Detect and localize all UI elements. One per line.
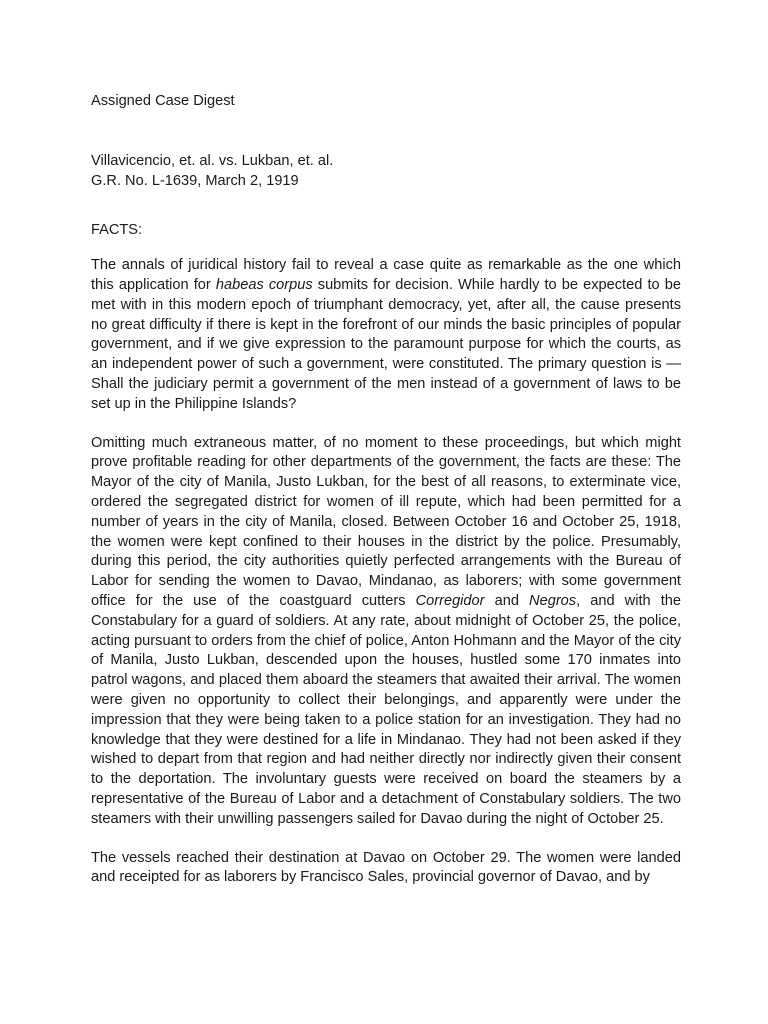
case-title: Villavicencio, et. al. vs. Lukban, et. al. <box>91 152 334 169</box>
paragraph-text: submits for decision. While hardly to be expected to be met with in this modern epoch of triumphant democracy, yet, after all, the cause presents no great difficulty if there is kept in the forefront of our minds the basic principles of popular government, and if we give expression to the paramount purpose for which the courts, as an independent power of such a government, were constituted. The primary question is — Shall the judiciary permit a government of the men instead of a government of laws to be set up in the Philippine Islands? <box>91 276 681 412</box>
paragraph-text: and <box>484 592 530 609</box>
italic-term: Corregidor <box>415 592 485 609</box>
paragraph-text: , and with the Constabulary for a guard of soldiers. At any rate, about midnight of October 25, the police, acting pursuant to orders from the chief of police, Anton Hohmann and the Mayor of the city of Manila, Justo Lukban, descended upon the houses, hustled some 170 inmates into patrol wagons, and placed them aboard the steamers that awaited their arrival. The women were given no opportunity to collect their belongings, and apparently were under the impression that they were being taken to a police station for an investigation. They had no knowledge that they were destined for a life in Mindanao. They had not been asked if they wished to depart from that region and had neither directly nor indirectly given their consent to the deportation. The involuntary guests were received on board the steamers by a representative of the Bureau of Labor and a detachment of Constabulary soldiers. The two steamers with their unwilling passengers sailed for Davao during the night of October 25. <box>91 592 681 827</box>
document-page <box>91 92 681 888</box>
italic-term: habeas corpus <box>215 276 313 293</box>
facts-paragraph <box>91 256 681 414</box>
document-title: Assigned Case Digest <box>91 93 235 109</box>
facts-paragraph: The vessels reached their destination at Davao on October 29. The women were landed and receipted for as laborers by Francisco Sales, provincial governor of Davao, and by <box>91 849 681 886</box>
facts-paragraph <box>91 434 681 830</box>
case-header <box>91 152 681 192</box>
paragraph-text: The annals of juridical history fail to reveal a case quite as remarkable as the one which this application for <box>91 257 681 293</box>
paragraph-text: Omitting much extraneous matter, of no moment to these proceedings, but which might prove profitable reading for other departments of the government, the facts are these: The Mayor of the city of Manila, Justo Lukban, for the best of all reasons, to exterminate vice, ordered the segregated district for women of ill repute, which had been permitted for a number of years in the city of Manila, closed. Between October 16 and October 25, 1918, the women were kept confined to their houses in the district by the police. Presumably, during this period, the city authorities quietly perfected arrangements with the Bureau of Labor for sending the women to Davao, Mindanao, as laborers; with some government office for the use of the coastguard cutters <box>91 434 681 609</box>
facts-heading: FACTS: <box>91 222 143 239</box>
italic-term: Negros <box>529 592 577 609</box>
case-citation: G.R. No. L-1639, March 2, 1919 <box>91 172 299 189</box>
